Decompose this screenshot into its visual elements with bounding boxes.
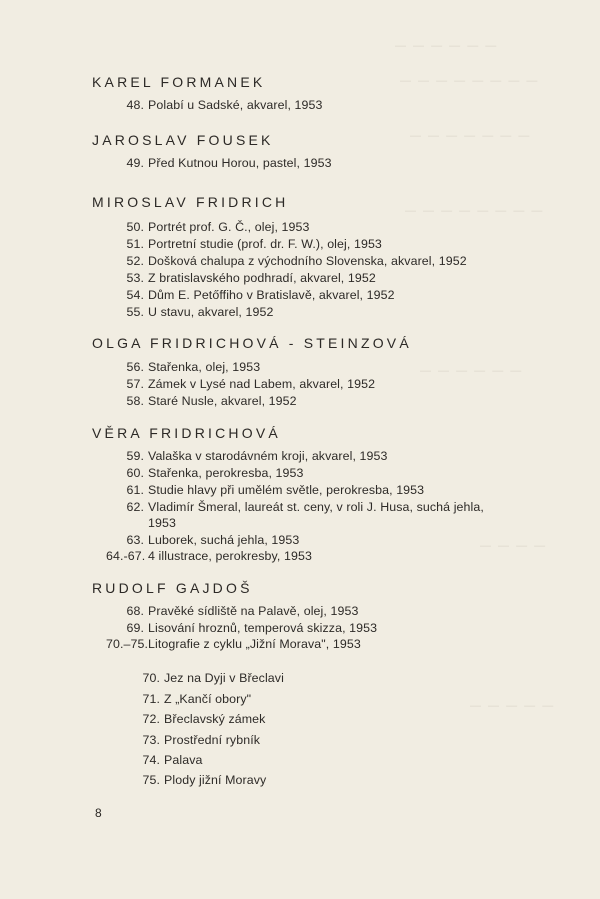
entry-number: 70.–75. bbox=[106, 637, 149, 651]
entry-number: 53. bbox=[126, 271, 144, 285]
entry-text: Stařenka, olej, 1953 bbox=[148, 360, 261, 374]
entry-text: U stavu, akvarel, 1952 bbox=[148, 305, 274, 319]
sub-entry bbox=[136, 733, 260, 747]
entry-text: Valaška v starodávném kroji, akvarel, 1953 bbox=[148, 449, 388, 463]
catalog-entry bbox=[106, 305, 273, 319]
entry-text: Litografie z cyklu „Jižní Morava", 1953 bbox=[148, 637, 361, 651]
artist-name: VĚRA FRIDRICHOVÁ bbox=[92, 425, 281, 441]
entry-number: 69. bbox=[126, 621, 144, 635]
entry-number: 71. bbox=[142, 692, 160, 706]
entry-text: Pravěké sídliště na Palavě, olej, 1953 bbox=[148, 604, 359, 618]
entry-number: 56. bbox=[126, 360, 144, 374]
artist-name: KAREL FORMANEK bbox=[92, 74, 266, 90]
entry-number: 63. bbox=[126, 533, 144, 547]
catalog-entry bbox=[106, 394, 297, 408]
entry-text: Dům E. Petőffiho v Bratislavě, akvarel, 1952 bbox=[148, 288, 395, 302]
entry-number: 51. bbox=[126, 237, 144, 251]
entry-text: Stařenka, perokresba, 1953 bbox=[148, 466, 304, 480]
entry-text: Portrét prof. G. Č., olej, 1953 bbox=[148, 220, 310, 234]
catalog-entry bbox=[106, 483, 424, 497]
catalog-entry bbox=[106, 254, 467, 268]
bleed-through-texture: — — — — bbox=[480, 540, 548, 552]
entry-text: 1953 bbox=[148, 516, 176, 530]
catalog-entry bbox=[106, 604, 358, 618]
entry-text: Z bratislavského podhradí, akvarel, 1952 bbox=[148, 271, 376, 285]
entry-number: 50. bbox=[126, 220, 144, 234]
entry-text: Polabí u Sadské, akvarel, 1953 bbox=[148, 98, 323, 112]
entry-number: 60. bbox=[126, 466, 144, 480]
sub-entry bbox=[136, 671, 284, 685]
entry-text: Břeclavský zámek bbox=[164, 712, 266, 726]
sub-entry bbox=[136, 753, 203, 767]
sub-entry bbox=[136, 692, 251, 706]
entry-number: 59. bbox=[126, 449, 144, 463]
catalog-entry bbox=[106, 449, 388, 463]
bleed-through-texture: — — — — — — bbox=[395, 40, 499, 52]
catalog-entry bbox=[106, 466, 304, 480]
entry-number: 75. bbox=[142, 773, 160, 787]
entry-number: 55. bbox=[126, 305, 144, 319]
entry-number: 62. bbox=[126, 500, 144, 514]
artist-name: MIROSLAV FRIDRICH bbox=[92, 194, 289, 210]
entry-text: Došková chalupa z východního Slovenska, akvarel, 1952 bbox=[148, 254, 467, 268]
entry-text: Prostřední rybník bbox=[164, 733, 261, 747]
entry-text: Luborek, suchá jehla, 1953 bbox=[148, 533, 300, 547]
entry-number: 61. bbox=[126, 483, 144, 497]
entry-number: 49. bbox=[126, 156, 144, 170]
entry-number: 72. bbox=[142, 712, 160, 726]
catalog-entry bbox=[106, 377, 375, 391]
bleed-through-texture: — — — — — bbox=[470, 700, 556, 712]
bleed-through-texture: — — — — — — — — bbox=[400, 75, 540, 87]
catalog-entry bbox=[106, 98, 323, 112]
entry-text: Zámek v Lysé nad Labem, akvarel, 1952 bbox=[148, 377, 376, 391]
entry-text: Portretní studie (prof. dr. F. W.), olej, 1953 bbox=[148, 237, 382, 251]
catalog-entry bbox=[106, 288, 395, 302]
entry-text: Studie hlavy při umělém světle, perokresba, 1953 bbox=[148, 483, 425, 497]
artist-name: RUDOLF GAJDOŠ bbox=[92, 580, 253, 596]
entry-number: 48. bbox=[126, 98, 144, 112]
sub-entry bbox=[136, 773, 266, 787]
catalog-entry bbox=[106, 271, 376, 285]
entry-number: 73. bbox=[142, 733, 160, 747]
catalog-entry bbox=[106, 237, 382, 251]
catalog-entry bbox=[106, 549, 312, 563]
entry-number: 64.-67. bbox=[106, 549, 146, 563]
catalog-entry bbox=[106, 637, 361, 651]
entry-text: Z „Kančí obory" bbox=[164, 692, 252, 706]
sub-entry bbox=[136, 712, 265, 726]
entry-text: Lisování hroznů, temperová skizza, 1953 bbox=[148, 621, 378, 635]
entry-text: Jez na Dyji v Břeclavi bbox=[164, 671, 284, 685]
catalog-entry-continuation bbox=[106, 516, 176, 530]
entry-number: 54. bbox=[126, 288, 144, 302]
bleed-through-texture: — — — — — — bbox=[420, 365, 524, 377]
catalog-entry bbox=[106, 621, 377, 635]
entry-number: 68. bbox=[126, 604, 144, 618]
bleed-through-texture: — — — — — — — — bbox=[405, 205, 545, 217]
bleed-through-texture: — — — — — — — bbox=[410, 130, 532, 142]
entry-number: 74. bbox=[142, 753, 160, 767]
entry-number: 58. bbox=[126, 394, 144, 408]
entry-text: Plody jižní Moravy bbox=[164, 773, 267, 787]
entry-text: Palava bbox=[164, 753, 203, 767]
catalog-entry bbox=[106, 500, 484, 514]
entry-number: 57. bbox=[126, 377, 144, 391]
entry-text: Vladimír Šmeral, laureát st. ceny, v roli J. Husa, suchá jehla, bbox=[148, 500, 484, 514]
page-number: 8 bbox=[95, 806, 102, 820]
catalog-entry bbox=[106, 156, 332, 170]
entry-text: Před Kutnou Horou, pastel, 1953 bbox=[148, 156, 332, 170]
catalog-entry bbox=[106, 533, 299, 547]
artist-name: OLGA FRIDRICHOVÁ - STEINZOVÁ bbox=[92, 335, 412, 351]
catalog-entry bbox=[106, 360, 260, 374]
artist-name: JAROSLAV FOUSEK bbox=[92, 132, 274, 148]
entry-number: 70. bbox=[142, 671, 160, 685]
entry-text: Staré Nusle, akvarel, 1952 bbox=[148, 394, 297, 408]
entry-text: 4 illustrace, perokresby, 1953 bbox=[148, 549, 312, 563]
entry-number: 52. bbox=[126, 254, 144, 268]
catalog-entry bbox=[106, 220, 310, 234]
